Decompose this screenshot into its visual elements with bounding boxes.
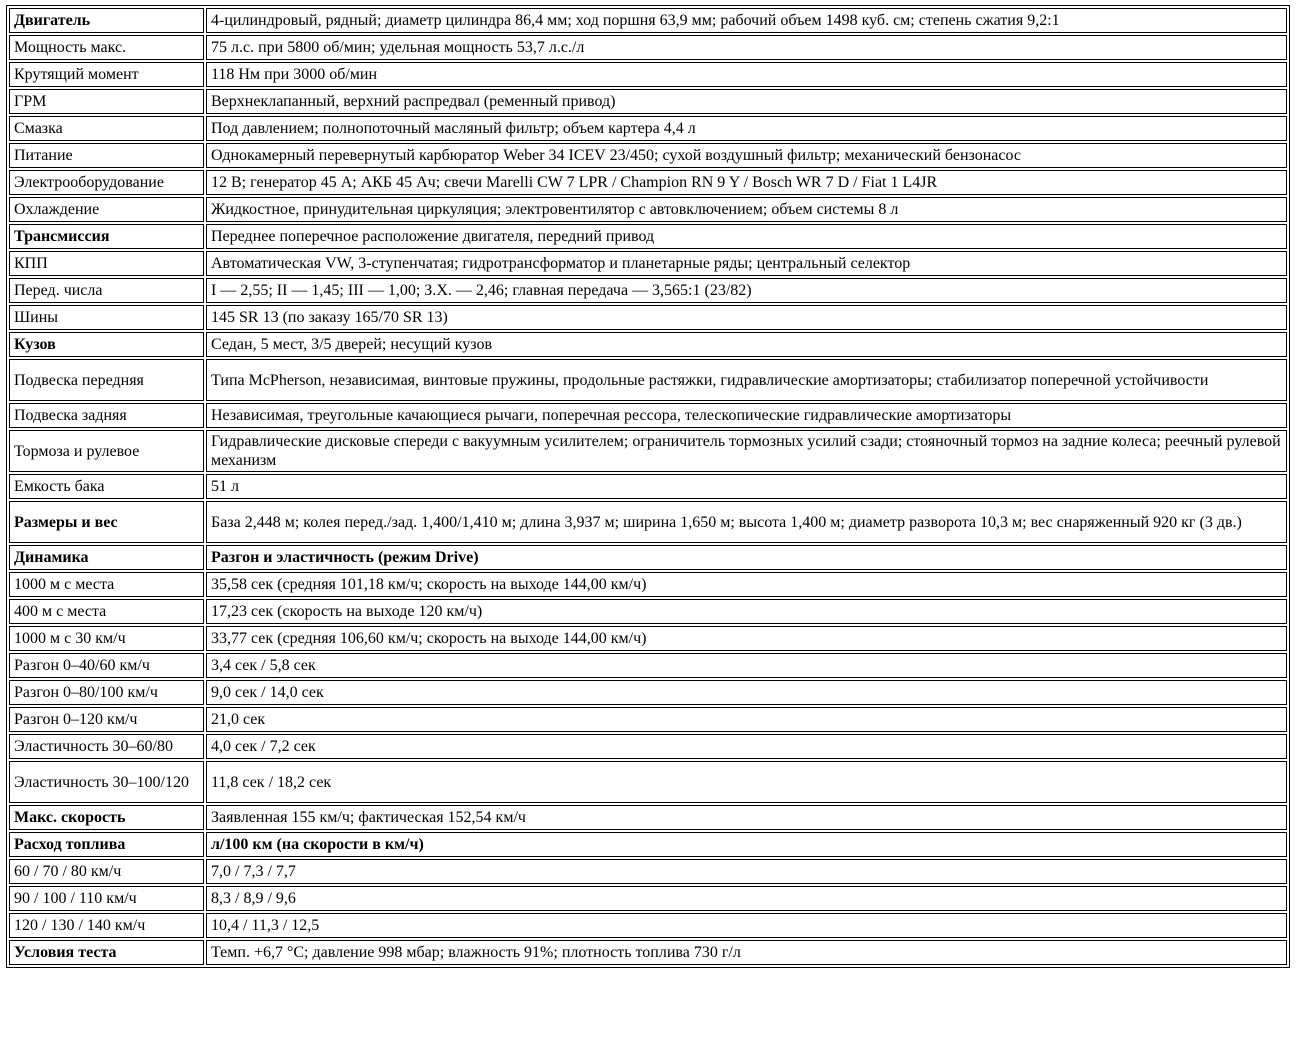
row-label: 1000 м с места [9, 572, 204, 597]
table-row [9, 116, 1287, 141]
table-row [9, 761, 1287, 803]
table-row [9, 62, 1287, 87]
table-row [9, 626, 1287, 651]
row-value: База 2,448 м; колея перед./зад. 1,400/1,410 м; длина 3,937 м; ширина 1,650 м; высота 1,400 м; диаметр разворота 10,3 м; вес снаряженный 920 кг (3 дв.) [206, 501, 1287, 543]
specifications-table [6, 5, 1290, 968]
row-label: Разгон 0–120 км/ч [9, 707, 204, 732]
row-label: Разгон 0–80/100 км/ч [9, 680, 204, 705]
row-label: Подвеска передняя [9, 359, 204, 401]
table-row [9, 734, 1287, 759]
table-row [9, 305, 1287, 330]
row-label: ГРМ [9, 89, 204, 114]
row-value: 75 л.с. при 5800 об/мин; удельная мощность 53,7 л.с./л [206, 35, 1287, 60]
table-row [9, 859, 1287, 884]
table-row [9, 170, 1287, 195]
row-value: I — 2,55; II — 1,45; III — 1,00; З.Х. — 2,46; главная передача — 3,565:1 (23/82) [206, 278, 1287, 303]
specifications-table-body [9, 8, 1287, 965]
row-value: 4,0 сек / 7,2 сек [206, 734, 1287, 759]
row-value: Жидкостное, принудительная циркуляция; электровентилятор с автовключением; объем системы 8 л [206, 197, 1287, 222]
row-value: 10,4 / 11,3 / 12,5 [206, 913, 1287, 938]
row-value: Верхнеклапанный, верхний распредвал (ременный привод) [206, 89, 1287, 114]
table-row [9, 332, 1287, 357]
table-row [9, 89, 1287, 114]
table-row [9, 680, 1287, 705]
row-value: л/100 км (на скорости в км/ч) [206, 832, 1287, 857]
row-value: 12 В; генератор 45 А; АКБ 45 Ач; свечи Marelli CW 7 LPR / Champion RN 9 Y / Bosch WR 7 D / Fiat 1 L4JR [206, 170, 1287, 195]
table-row [9, 474, 1287, 499]
table-row [9, 35, 1287, 60]
row-label: 120 / 130 / 140 км/ч [9, 913, 204, 938]
table-row [9, 197, 1287, 222]
row-label: Динамика [9, 545, 204, 570]
row-value: Седан, 5 мест, 3/5 дверей; несущий кузов [206, 332, 1287, 357]
row-value: Гидравлические дисковые спереди с вакуумным усилителем; ограничитель тормозных усилий сзади; стояночный тормоз на задние колеса; реечный рулевой механизм [206, 430, 1287, 472]
row-value: Под давлением; полнопоточный масляный фильтр; объем картера 4,4 л [206, 116, 1287, 141]
table-row [9, 599, 1287, 624]
row-value: Автоматическая VW, 3-ступенчатая; гидротрансформатор и планетарные ряды; центральный селектор [206, 251, 1287, 276]
table-row [9, 8, 1287, 33]
row-value: Заявленная 155 км/ч; фактическая 152,54 км/ч [206, 805, 1287, 830]
row-label: Условия теста [9, 940, 204, 965]
row-label: Эластичность 30–60/80 [9, 734, 204, 759]
row-value: Разгон и эластичность (режим Drive) [206, 545, 1287, 570]
row-value: Переднее поперечное расположение двигателя, передний привод [206, 224, 1287, 249]
row-value: 17,23 сек (скорость на выходе 120 км/ч) [206, 599, 1287, 624]
row-label: Размеры и вес [9, 501, 204, 543]
row-label: Эластичность 30–100/120 [9, 761, 204, 803]
table-row [9, 886, 1287, 911]
table-row [9, 430, 1287, 472]
row-value: 3,4 сек / 5,8 сек [206, 653, 1287, 678]
table-row [9, 832, 1287, 857]
row-label: 90 / 100 / 110 км/ч [9, 886, 204, 911]
table-row [9, 278, 1287, 303]
row-label: Разгон 0–40/60 км/ч [9, 653, 204, 678]
row-value: 4-цилиндровый, рядный; диаметр цилиндра 86,4 мм; ход поршня 63,9 мм; рабочий объем 1498 куб. см; степень сжатия 9,2:1 [206, 8, 1287, 33]
row-label: Тормоза и рулевое [9, 430, 204, 472]
row-label: Расход топлива [9, 832, 204, 857]
row-value: 9,0 сек / 14,0 сек [206, 680, 1287, 705]
row-value: Типа McPherson, независимая, винтовые пружины, продольные растяжки, гидравлические амортизаторы; стабилизатор поперечной устойчивости [206, 359, 1287, 401]
row-value: 145 SR 13 (по заказу 165/70 SR 13) [206, 305, 1287, 330]
row-label: Двигатель [9, 8, 204, 33]
table-row [9, 653, 1287, 678]
table-row [9, 224, 1287, 249]
table-row [9, 501, 1287, 543]
row-label: Подвеска задняя [9, 403, 204, 428]
table-row [9, 251, 1287, 276]
row-value: Независимая, треугольные качающиеся рычаги, поперечная рессора, телескопические гидравлические амортизаторы [206, 403, 1287, 428]
row-label: 60 / 70 / 80 км/ч [9, 859, 204, 884]
table-row [9, 572, 1287, 597]
row-value: 7,0 / 7,3 / 7,7 [206, 859, 1287, 884]
table-row [9, 545, 1287, 570]
row-label: Питание [9, 143, 204, 168]
row-label: Электрооборудование [9, 170, 204, 195]
row-label: Шины [9, 305, 204, 330]
row-value: Однокамерный перевернутый карбюратор Weber 34 ICEV 23/450; сухой воздушный фильтр; механический бензонасос [206, 143, 1287, 168]
row-label: Трансмиссия [9, 224, 204, 249]
row-value: Темп. +6,7 °С; давление 998 мбар; влажность 91%; плотность топлива 730 г/л [206, 940, 1287, 965]
row-label: 1000 м с 30 км/ч [9, 626, 204, 651]
row-value: 21,0 сек [206, 707, 1287, 732]
row-label: КПП [9, 251, 204, 276]
row-label: Кузов [9, 332, 204, 357]
row-value: 35,58 сек (средняя 101,18 км/ч; скорость на выходе 144,00 км/ч) [206, 572, 1287, 597]
row-label: Перед. числа [9, 278, 204, 303]
table-row [9, 143, 1287, 168]
row-label: Крутящий момент [9, 62, 204, 87]
row-value: 33,77 сек (средняя 106,60 км/ч; скорость на выходе 144,00 км/ч) [206, 626, 1287, 651]
row-label: Мощность макс. [9, 35, 204, 60]
table-row [9, 707, 1287, 732]
row-value: 51 л [206, 474, 1287, 499]
row-value: 118 Нм при 3000 об/мин [206, 62, 1287, 87]
row-value: 8,3 / 8,9 / 9,6 [206, 886, 1287, 911]
row-label: 400 м с места [9, 599, 204, 624]
table-row [9, 805, 1287, 830]
row-label: Охлаждение [9, 197, 204, 222]
row-label: Макс. скорость [9, 805, 204, 830]
row-label: Смазка [9, 116, 204, 141]
table-row [9, 403, 1287, 428]
table-row [9, 940, 1287, 965]
table-row [9, 913, 1287, 938]
row-value: 11,8 сек / 18,2 сек [206, 761, 1287, 803]
table-row [9, 359, 1287, 401]
row-label: Емкость бака [9, 474, 204, 499]
